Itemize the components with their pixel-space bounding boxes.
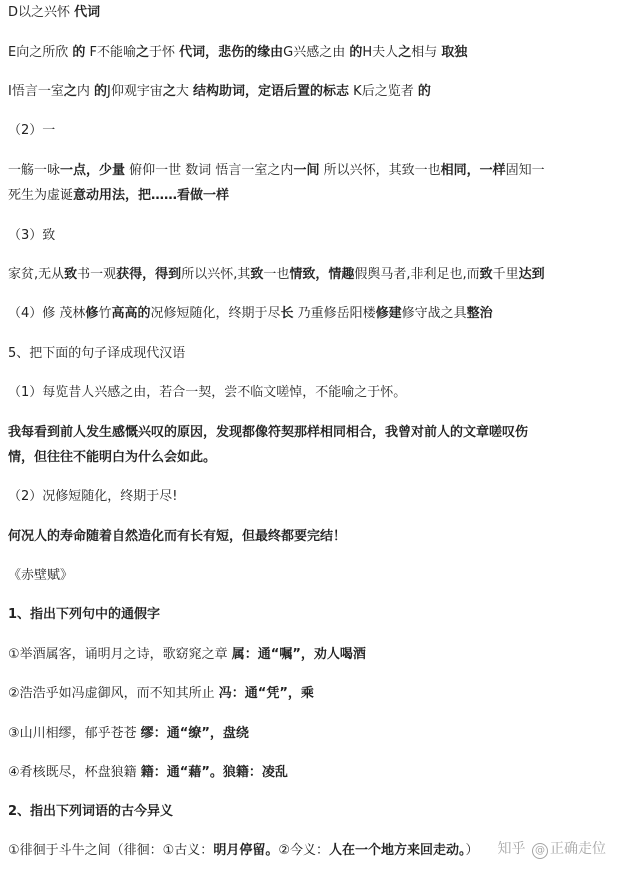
bold-text: 情致，情趣 — [289, 267, 355, 282]
text-segment: 修守战之具 — [401, 306, 467, 321]
bold-text: 达到 — [518, 267, 545, 282]
bold-text: 长 — [280, 306, 294, 321]
bold-text: 致 — [250, 267, 264, 282]
text-line — [8, 526, 614, 547]
text-segment: （4）修 茂林 — [8, 306, 86, 321]
text-segment: 相与 — [411, 45, 442, 60]
bold-text: 取独 — [441, 45, 468, 60]
bold-text: 高高的 — [111, 306, 151, 321]
bold-text: 缪：通“缭”，盘绕 — [140, 726, 249, 741]
bold-text: 的 — [94, 84, 108, 99]
text-segment: ） — [465, 843, 479, 858]
text-segment: ①徘徊于斗牛之间（徘徊：①古义： — [8, 843, 214, 858]
text-segment: 死生为虚诞 — [8, 188, 74, 203]
text-segment: 竹 — [98, 306, 112, 321]
text-segment: F不能喻 — [85, 45, 136, 60]
text-line — [8, 382, 614, 403]
bold-text: 修 — [85, 306, 99, 321]
bold-text: 人在一个地方来回走动。 — [328, 843, 466, 858]
text-segment: J仰观宇宙 — [107, 84, 163, 99]
text-segment: 乃重修岳阳楼 — [293, 306, 376, 321]
bold-text: 籍：通“藉”。狼籍：凌乱 — [140, 765, 288, 780]
text-segment: 所以兴怀，其致一也 — [319, 163, 441, 178]
text-segment: K后之览者 — [349, 84, 418, 99]
text-segment: 5、把下面的句子译成现代汉语 — [8, 346, 186, 361]
text-segment: 一也 — [263, 267, 290, 282]
text-line — [8, 644, 614, 665]
watermark-author: 正确走位 — [550, 841, 606, 857]
bold-text: 我每看到前人发生感慨兴叹的原因，发现都像符契那样相同相合，我曾对前人的文章嗟叹伤 — [8, 425, 529, 440]
bold-text: 代词 — [74, 5, 101, 20]
text-segment: （1）每览昔人兴感之由，若合一契，尝不临文嗟悼，不能喻之于怀。 — [8, 385, 407, 400]
text-segment: 固知一 — [505, 163, 545, 178]
zhihu-watermark — [498, 838, 606, 859]
text-segment: G兴感之由 — [283, 45, 350, 60]
bold-text: 致 — [64, 267, 78, 282]
text-segment: D以之兴怀 — [8, 5, 75, 20]
bold-text: 明月停留。 — [213, 843, 279, 858]
bold-text: 整治 — [466, 306, 493, 321]
text-line — [8, 81, 614, 102]
text-segment: 假舆马者,非利足也,而 — [354, 267, 480, 282]
text-segment: 家贫,无从 — [8, 267, 65, 282]
text-segment: （3）致 — [8, 228, 56, 243]
bold-text: 的 — [417, 84, 431, 99]
watermark-site: 知乎 — [497, 841, 526, 857]
text-segment: ①举酒属客，诵明月之诗，歌窈窕之章 — [8, 647, 232, 662]
text-line — [8, 225, 614, 246]
text-segment: 内 — [76, 84, 94, 99]
text-segment: ②浩浩乎如冯虚御风，而不知其所止 — [8, 686, 219, 701]
text-line — [8, 160, 614, 181]
bold-text: 情，但往往不能明白为什么会如此。 — [8, 450, 217, 465]
bold-text: 属：通“嘱”，劝人喝酒 — [231, 647, 366, 662]
bold-text: 何况人的寿命随着自然造化而有长有短，但最终都要完结！ — [8, 529, 347, 544]
bold-text: 结构助词，定语后置的标志 — [193, 84, 350, 99]
text-segment: 一觞一咏 — [8, 163, 61, 178]
bold-text: 一间 — [293, 163, 320, 178]
bold-text: 之 — [136, 45, 150, 60]
text-line — [8, 604, 614, 625]
bold-text: 代词，悲伤的缘由 — [179, 45, 284, 60]
bold-text: 的 — [349, 45, 363, 60]
bold-text: 2、指出下列词语的古今异义 — [8, 804, 174, 819]
at-icon: @ — [532, 843, 548, 859]
text-segment: 俯仰一世 数词 悟言一室之内 — [125, 163, 294, 178]
text-line — [8, 264, 614, 285]
bold-text: 意动用法，把……看做一样 — [73, 188, 230, 203]
text-line — [8, 42, 614, 63]
text-segment: ④肴核既尽，杯盘狼籍 — [8, 765, 141, 780]
bold-text: 1、指出下列句中的通假字 — [8, 607, 161, 622]
bold-text: 冯：通“凭”，乘 — [218, 686, 314, 701]
text-segment: H夫人 — [362, 45, 399, 60]
bold-text: 相同，一样 — [440, 163, 506, 178]
bold-text: 致 — [479, 267, 493, 282]
text-segment: ③山川相缪，郁乎苍苍 — [8, 726, 141, 741]
text-line — [8, 2, 614, 23]
text-line — [8, 343, 614, 364]
text-line — [8, 486, 614, 507]
text-line — [8, 422, 614, 443]
text-segment: 于怀 — [149, 45, 180, 60]
text-segment: 况修短随化，终期于尽 — [150, 306, 281, 321]
bold-text: 一点，少量 — [60, 163, 126, 178]
text-segment: 千里 — [492, 267, 519, 282]
text-segment: E向之所欣 — [8, 45, 73, 60]
bold-text: 修建 — [375, 306, 402, 321]
text-line — [8, 447, 614, 468]
text-segment: （2）一 — [8, 123, 56, 138]
bold-text: 获得，得到 — [116, 267, 182, 282]
bold-text: 之 — [63, 84, 77, 99]
text-segment: 书一观 — [77, 267, 117, 282]
text-segment: （2）况修短随化，终期于尽! — [8, 489, 178, 504]
text-segment: ②今义： — [278, 843, 329, 858]
text-line — [8, 185, 614, 206]
text-line — [8, 723, 614, 744]
bold-text: 之 — [162, 84, 176, 99]
text-segment: 大 — [175, 84, 194, 99]
bold-text: 之 — [398, 45, 412, 60]
text-line — [8, 565, 614, 586]
text-line — [8, 801, 614, 822]
text-segment: I悟言一室 — [8, 84, 64, 99]
text-line — [8, 303, 614, 324]
text-segment: 《赤壁赋》 — [8, 568, 74, 583]
text-line — [8, 762, 614, 783]
text-segment: 所以兴怀,其 — [181, 267, 251, 282]
bold-text: 的 — [72, 45, 86, 60]
text-line — [8, 120, 614, 141]
text-line — [8, 683, 614, 704]
